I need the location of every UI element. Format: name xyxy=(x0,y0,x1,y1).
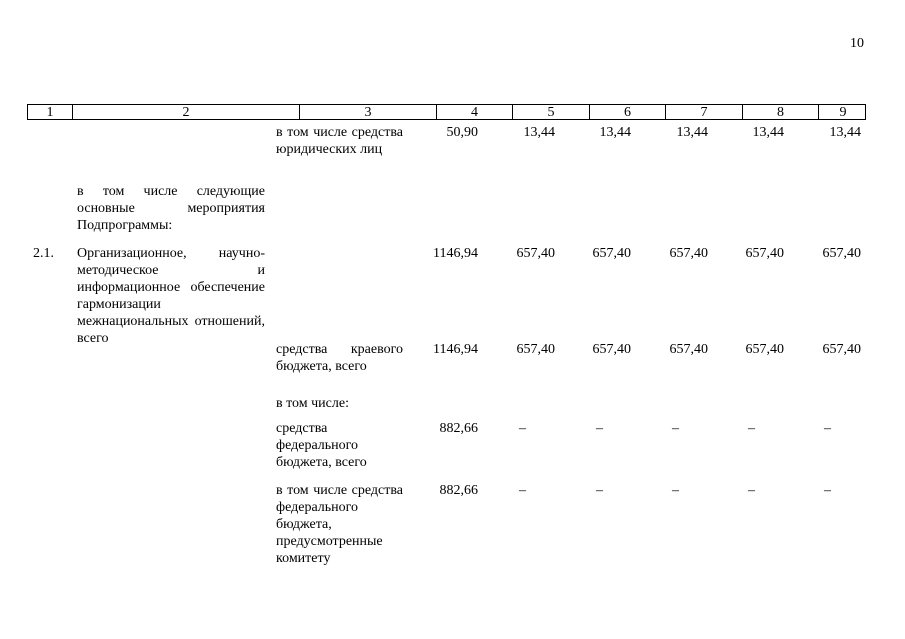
value-col-7: – xyxy=(672,421,679,436)
header-col-9: 9 xyxy=(818,105,867,119)
value-col-4: 1146,94 xyxy=(433,342,478,357)
row-number: 2.1. xyxy=(33,246,54,261)
header-col-2: 2 xyxy=(72,105,299,119)
value-col-7: 657,40 xyxy=(669,342,708,357)
value-col-7: – xyxy=(672,483,679,498)
header-col-3: 3 xyxy=(299,105,436,119)
value-col-9: – xyxy=(824,421,831,436)
row-label: в том числе средства юридических лиц xyxy=(276,125,403,157)
value-col-6: 657,40 xyxy=(592,342,631,357)
value-col-8: – xyxy=(748,421,755,436)
value-col-8: 13,44 xyxy=(752,125,784,140)
value-col-7: 13,44 xyxy=(676,125,708,140)
value-col-6: 657,40 xyxy=(592,246,631,261)
value-col-9: 13,44 xyxy=(829,125,861,140)
header-col-8: 8 xyxy=(742,105,818,119)
row-label: Организационное, научно-методическое и информационное обеспечение гармонизации межнациональных отношений, всего xyxy=(77,246,265,346)
value-col-9: 657,40 xyxy=(822,246,861,261)
row-label: средства федерального бюджета, всего xyxy=(276,421,367,470)
row-label: средства краевого бюджета, всего xyxy=(276,342,403,374)
value-col-9: – xyxy=(824,483,831,498)
value-col-8: – xyxy=(748,483,755,498)
header-col-6: 6 xyxy=(589,105,665,119)
value-col-5: 657,40 xyxy=(516,342,555,357)
value-col-7: 657,40 xyxy=(669,246,708,261)
value-col-4: 50,90 xyxy=(446,125,478,140)
value-col-5: 13,44 xyxy=(523,125,555,140)
page-number: 10 xyxy=(850,36,864,51)
value-col-6: 13,44 xyxy=(599,125,631,140)
table-header-row xyxy=(27,104,866,120)
value-col-4: 882,66 xyxy=(439,483,478,498)
value-col-5: – xyxy=(519,483,526,498)
value-col-9: 657,40 xyxy=(822,342,861,357)
value-col-4: 882,66 xyxy=(439,421,478,436)
header-col-7: 7 xyxy=(665,105,742,119)
header-col-1: 1 xyxy=(46,105,54,120)
row-label: в том числе: xyxy=(276,396,349,411)
header-col-5: 5 xyxy=(512,105,589,119)
header-col-4: 4 xyxy=(436,105,512,119)
value-col-8: 657,40 xyxy=(745,246,784,261)
value-col-6: – xyxy=(596,421,603,436)
value-col-5: – xyxy=(519,421,526,436)
value-col-8: 657,40 xyxy=(745,342,784,357)
value-col-6: – xyxy=(596,483,603,498)
row-label: в том числе средства федерального бюджета, предусмотренные комитету xyxy=(276,483,403,566)
value-col-5: 657,40 xyxy=(516,246,555,261)
section-heading: в том числе следующие основные мероприятия Подпрограммы: xyxy=(77,184,265,233)
value-col-4: 1146,94 xyxy=(433,246,478,261)
